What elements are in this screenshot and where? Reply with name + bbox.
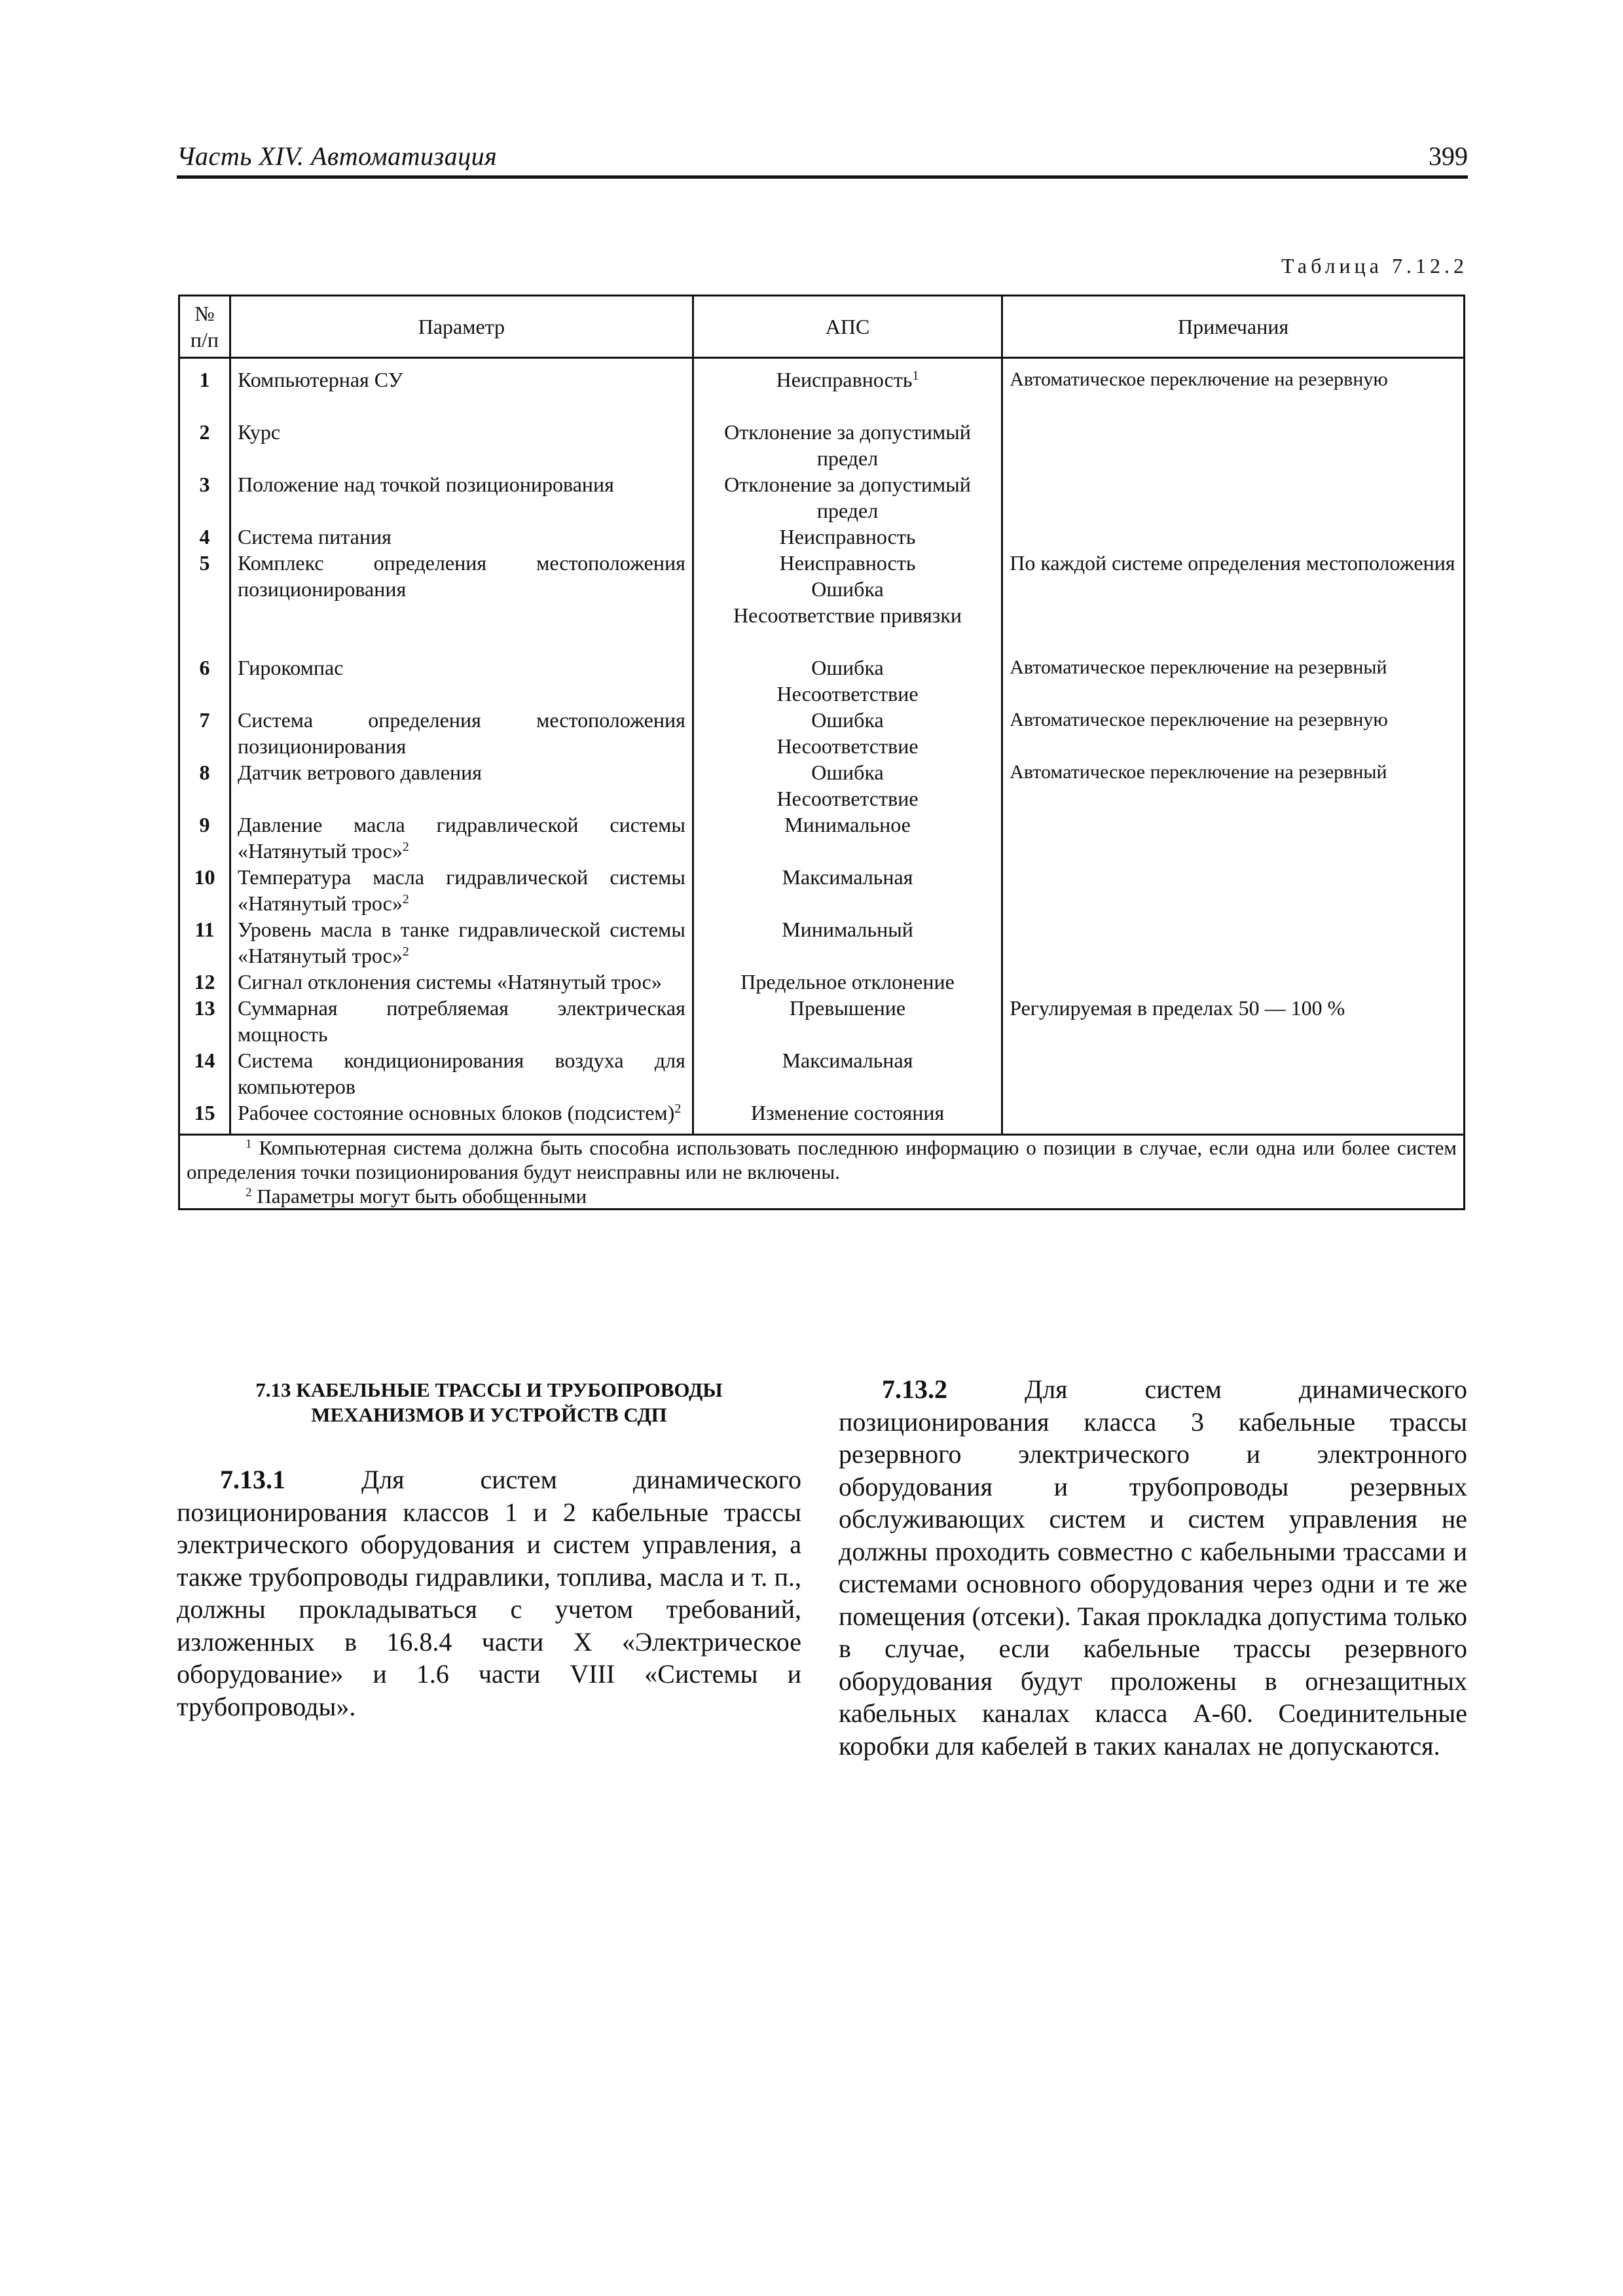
table-footnotes bbox=[179, 1135, 1465, 1210]
row-note bbox=[1002, 916, 1465, 969]
row-parameter: Комплекс определения местоположения позиционирования bbox=[230, 550, 693, 628]
row-parameter: Система кондиционирования воздуха для компьютеров bbox=[230, 1047, 693, 1100]
paragraph-text: Для систем динамического позиционирования классов 1 и 2 кабельные трассы электрического оборудования и систем управления, а также трубопроводы гидравлики, топлива, масла и т. п., должны прокладываться с учетом требований, изложенных в 16.8.4 части X «Электрическое оборудование» и 1.6 части VIII «Системы и трубопроводы». bbox=[177, 1465, 801, 1721]
row-parameter: Суммарная потребляемая электрическая мощность bbox=[230, 995, 693, 1047]
paragraph-7-13-2 bbox=[839, 1373, 1467, 1762]
section-title bbox=[177, 1378, 801, 1427]
row-note: Автоматическое переключение на резервный bbox=[1002, 628, 1465, 707]
table-row bbox=[179, 1047, 1465, 1100]
section-title-line: 7.13 КАБЕЛЬНЫЕ ТРАССЫ И ТРУБОПРОВОДЫ bbox=[255, 1378, 723, 1401]
row-parameter: Курс bbox=[230, 393, 693, 471]
footnote-mark: 1 bbox=[246, 1137, 252, 1151]
row-number: 11 bbox=[179, 916, 230, 969]
row-aps-line: Несоответствие bbox=[776, 734, 919, 758]
row-number: 10 bbox=[179, 864, 230, 916]
row-note: Автоматическое переключение на резервную bbox=[1002, 358, 1465, 393]
row-note bbox=[1002, 969, 1465, 995]
row-aps: Предельное отклонение bbox=[693, 969, 1002, 995]
row-number: 14 bbox=[179, 1047, 230, 1100]
column-header-number: № п/п bbox=[179, 296, 230, 358]
row-aps-line: Ошибка bbox=[811, 577, 884, 601]
right-column bbox=[839, 1373, 1467, 1762]
row-parameter: Система питания bbox=[230, 524, 693, 550]
footnote-ref: 1 bbox=[912, 368, 919, 384]
table-caption: Таблица 7.12.2 bbox=[1281, 254, 1468, 278]
row-note: Автоматическое переключение на резервную bbox=[1002, 707, 1465, 759]
column-header-parameter: Параметр bbox=[230, 296, 693, 358]
row-note bbox=[1002, 524, 1465, 550]
row-number: 9 bbox=[179, 812, 230, 864]
row-aps-line: Ошибка bbox=[811, 761, 884, 784]
table-footnotes-row bbox=[179, 1135, 1465, 1210]
footnote-mark: 2 bbox=[246, 1185, 252, 1200]
row-number: 5 bbox=[179, 550, 230, 628]
footnote-ref: 2 bbox=[402, 892, 409, 907]
row-aps: Минимальный bbox=[693, 916, 1002, 969]
paragraph-7-13-1 bbox=[177, 1463, 801, 1723]
row-parameter-text: Давление масла гидравлической системы «Натянутый трос» bbox=[237, 813, 685, 863]
page-number: 399 bbox=[1429, 141, 1468, 171]
row-number: 7 bbox=[179, 707, 230, 759]
row-parameter-text: Рабочее состояние основных блоков (подсистем) bbox=[237, 1101, 675, 1124]
table-row bbox=[179, 995, 1465, 1047]
row-number: 1 bbox=[179, 358, 230, 393]
row-aps bbox=[693, 759, 1002, 812]
row-number: 13 bbox=[179, 995, 230, 1047]
row-note bbox=[1002, 812, 1465, 864]
row-note bbox=[1002, 1047, 1465, 1100]
left-column bbox=[177, 1378, 801, 1723]
row-parameter: Датчик ветрового давления bbox=[230, 759, 693, 812]
row-parameter: Гирокомпас bbox=[230, 628, 693, 707]
row-aps bbox=[693, 707, 1002, 759]
row-aps bbox=[693, 628, 1002, 707]
table-row bbox=[179, 524, 1465, 550]
row-note: Автоматическое переключение на резервный bbox=[1002, 759, 1465, 812]
row-parameter: Компьютерная СУ bbox=[230, 358, 693, 393]
row-number: 2 bbox=[179, 393, 230, 471]
parameters-table bbox=[178, 295, 1465, 1210]
row-parameter bbox=[230, 864, 693, 916]
row-aps: Изменение состояния bbox=[693, 1100, 1002, 1135]
footnote-1 bbox=[187, 1136, 1457, 1184]
paragraph-number: 7.13.1 bbox=[220, 1465, 285, 1494]
paragraph-text: Для систем динамического позиционирования класса 3 кабельные трассы резервного электрического и электронного оборудования и трубопроводы резервных обслуживающих систем и систем управления не должны проходить совместно с кабельными трассами и системами основного оборудования через одни и те же помещения (отсеки). Такая прокладка допустима только в случае, если кабельные трассы резервного оборудования будут проложены в огнезащитных кабельных каналах класса А-60. Соединительные коробки для кабелей в таких каналах не допускаются. bbox=[839, 1374, 1467, 1761]
row-number: 6 bbox=[179, 628, 230, 707]
row-aps bbox=[693, 550, 1002, 628]
row-parameter: Система определения местоположения позиционирования bbox=[230, 707, 693, 759]
table-row bbox=[179, 628, 1465, 707]
row-note bbox=[1002, 471, 1465, 524]
table-row bbox=[179, 1100, 1465, 1135]
row-note: Регулируемая в пределах 50 — 100 % bbox=[1002, 995, 1465, 1047]
row-aps: Максимальная bbox=[693, 1047, 1002, 1100]
row-parameter bbox=[230, 1100, 693, 1135]
column-header-notes: Примечания bbox=[1002, 296, 1465, 358]
table-row bbox=[179, 358, 1465, 393]
row-parameter bbox=[230, 916, 693, 969]
row-parameter-text: Уровень масла в танке гидравлической системы «Натянутый трос» bbox=[237, 918, 685, 967]
table-row bbox=[179, 864, 1465, 916]
row-aps: Максимальная bbox=[693, 864, 1002, 916]
row-parameter-text: Температура масла гидравлической системы «Натянутый трос» bbox=[237, 865, 685, 915]
row-number: 8 bbox=[179, 759, 230, 812]
row-number: 4 bbox=[179, 524, 230, 550]
row-aps-line: Несоответствие привязки bbox=[733, 603, 962, 627]
row-aps-line: Несоответствие bbox=[776, 682, 919, 706]
footnote-text: Параметры могут быть обобщенными bbox=[257, 1185, 587, 1208]
row-aps: Превышение bbox=[693, 995, 1002, 1047]
row-aps bbox=[693, 358, 1002, 393]
footnote-ref: 2 bbox=[402, 944, 409, 960]
table-row bbox=[179, 707, 1465, 759]
table-row bbox=[179, 471, 1465, 524]
header-rule bbox=[177, 175, 1468, 179]
footnote-ref: 2 bbox=[674, 1102, 682, 1117]
row-aps-line: Ошибка bbox=[811, 708, 884, 732]
table-row bbox=[179, 393, 1465, 471]
row-parameter: Сигнал отклонения системы «Натянутый трос» bbox=[230, 969, 693, 995]
row-note bbox=[1002, 393, 1465, 471]
row-aps: Неисправность bbox=[693, 524, 1002, 550]
footnote-2 bbox=[187, 1184, 1457, 1208]
row-parameter: Положение над точкой позиционирования bbox=[230, 471, 693, 524]
row-note: По каждой системе определения местоположения bbox=[1002, 550, 1465, 628]
row-aps: Отклонение за допустимый предел bbox=[693, 471, 1002, 524]
row-number: 12 bbox=[179, 969, 230, 995]
footnote-ref: 2 bbox=[402, 840, 409, 855]
row-aps: Отклонение за допустимый предел bbox=[693, 393, 1002, 471]
table-row bbox=[179, 759, 1465, 812]
row-aps-line: Ошибка bbox=[811, 656, 884, 679]
running-header-title: Часть XIV. Автоматизация bbox=[177, 141, 498, 171]
table-row bbox=[179, 812, 1465, 864]
row-note bbox=[1002, 1100, 1465, 1135]
row-note bbox=[1002, 864, 1465, 916]
table-row bbox=[179, 969, 1465, 995]
row-number: 15 bbox=[179, 1100, 230, 1135]
row-aps-line: Неисправность bbox=[779, 551, 916, 575]
section-title-line: МЕХАНИЗМОВ И УСТРОЙСТВ СДП bbox=[311, 1403, 667, 1426]
row-parameter bbox=[230, 812, 693, 864]
row-aps-line: Несоответствие bbox=[776, 787, 919, 810]
row-number: 3 bbox=[179, 471, 230, 524]
row-aps-text: Неисправность bbox=[776, 368, 913, 391]
footnote-text: Компьютерная система должна быть способна использовать последнюю информацию о позиции в случае, если одна или более систем определения точки позиционирования будут неисправны или не включены. bbox=[187, 1136, 1457, 1183]
table-header-row bbox=[179, 296, 1465, 358]
column-header-aps: АПС bbox=[693, 296, 1002, 358]
paragraph-number: 7.13.2 bbox=[882, 1374, 947, 1404]
table-row bbox=[179, 550, 1465, 628]
table-row bbox=[179, 916, 1465, 969]
row-aps: Минимальное bbox=[693, 812, 1002, 864]
